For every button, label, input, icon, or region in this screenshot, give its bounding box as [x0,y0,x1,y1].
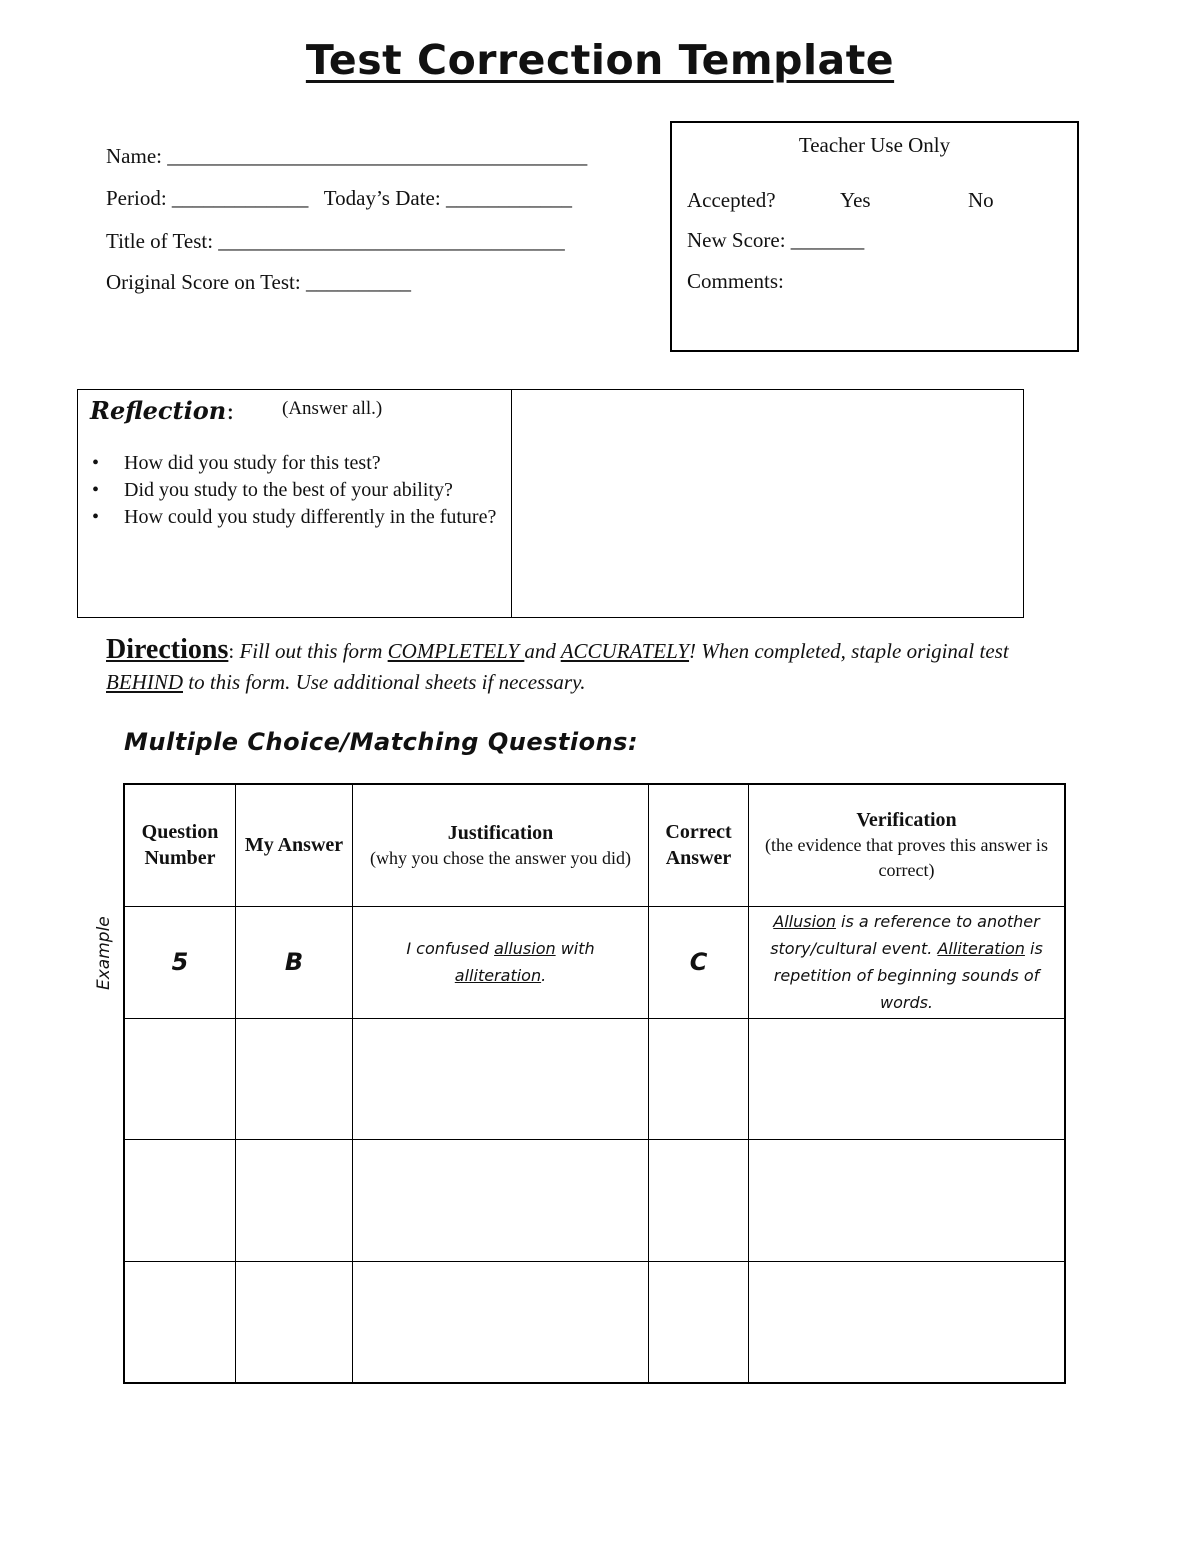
question-number-cell[interactable] [124,1261,236,1383]
header-justification [353,784,649,906]
mc-section-heading: Multiple Choice/Matching Questions: [124,728,639,756]
reflection-heading-text: Reflection [90,396,227,425]
test-title-field[interactable]: Title of Test: _________________________________ [106,229,565,253]
justification-text: . [541,966,547,985]
question-number-cell[interactable] [124,1139,236,1261]
my-answer-cell[interactable] [236,1261,353,1383]
table-row [124,1261,1065,1383]
verification-text: is a reference to another story/cultural event. [770,912,1040,958]
teacher-box-heading: Teacher Use Only [798,133,951,157]
accepted-no-option[interactable]: No [968,188,994,212]
list-item [88,477,498,504]
reflection-heading-colon: : [226,397,235,425]
directions-emphasis: ACCURATELY [560,639,690,663]
header-justification-title: Justification [447,821,554,844]
header-question-number: Question Number [124,784,236,906]
justification-term: allusion [494,939,556,958]
justification-cell[interactable] [353,1018,649,1139]
verification-cell[interactable] [749,1018,1066,1139]
directions-heading: Directions [106,634,229,665]
comments-label: Comments: [687,269,784,293]
accepted-yes-option[interactable]: Yes [840,188,871,212]
period-date-field[interactable]: Period: _____________ Today’s Date: ____________ [106,186,572,210]
verification-term: Allusion [773,912,836,931]
reflection-question-list [88,450,498,531]
directions-part: and [524,639,561,663]
directions-part: Fill out this form [234,639,388,663]
reflection-heading [90,396,234,425]
header-verification-sub: (the evidence that proves this answer is correct) [765,835,1048,881]
header-my-answer: My Answer [236,784,353,906]
my-answer-cell[interactable] [236,1018,353,1139]
my-answer-cell[interactable] [236,1139,353,1261]
justification-term: alliteration [454,966,542,985]
example-correct-answer: C [649,906,749,1018]
directions-emphasis: COMPLETELY [387,639,525,663]
list-item [88,450,498,477]
teacher-use-box [670,121,1079,352]
header-verification [749,784,1066,906]
directions-colon: : [228,639,235,663]
justification-cell[interactable] [353,1139,649,1261]
original-score-field[interactable]: Original Score on Test: __________ [106,270,411,294]
accepted-label: Accepted? [687,188,776,212]
verification-cell[interactable] [749,1139,1066,1261]
verification-term: Alliteration [937,939,1025,958]
directions-emphasis: BEHIND [106,670,183,694]
directions-text [106,634,1056,698]
header-justification-sub: (why you chose the answer you did) [370,847,631,868]
reflection-prompt-cell [78,390,512,617]
justification-cell[interactable] [353,1261,649,1383]
example-label: Example [94,916,114,990]
example-my-answer: B [236,906,353,1018]
reflection-box [77,389,1024,618]
verification-cell[interactable] [749,1261,1066,1383]
directions-part: to this form. Use additional sheets if necessary. [183,670,586,694]
reflection-question: How could you study differently in the future? [124,506,497,528]
reflection-question: Did you study to the best of your ability? [124,479,453,501]
table-row [124,1018,1065,1139]
example-verification [749,906,1066,1018]
new-score-field[interactable]: New Score: _______ [687,228,865,252]
reflection-answer-area[interactable] [513,390,1023,617]
header-correct-answer: Correct Answer [649,784,749,906]
reflection-question: How did you study for this test? [124,452,381,474]
verification-text: is repetition of beginning sounds of words. [773,939,1043,1012]
example-question-number: 5 [124,906,236,1018]
justification-text: I confused [406,939,495,958]
correction-table [123,783,1066,1384]
directions-part: ! When completed, staple original test [689,639,1009,663]
correct-answer-cell[interactable] [649,1139,749,1261]
bullet-icon: • [92,506,100,528]
table-row [124,906,1065,1018]
table-row [124,1139,1065,1261]
reflection-note: (Answer all.) [282,398,383,419]
example-justification [353,906,649,1018]
name-field[interactable]: Name: ________________________________________ [106,144,588,168]
correct-answer-cell[interactable] [649,1018,749,1139]
header-verification-title: Verification [856,809,957,832]
list-item [88,504,498,531]
question-number-cell[interactable] [124,1018,236,1139]
page-title: Test Correction Template [305,36,895,84]
bullet-icon: • [92,479,100,501]
justification-text: with [555,939,595,958]
bullet-icon: • [92,452,100,474]
table-header-row [124,784,1065,906]
correct-answer-cell[interactable] [649,1261,749,1383]
